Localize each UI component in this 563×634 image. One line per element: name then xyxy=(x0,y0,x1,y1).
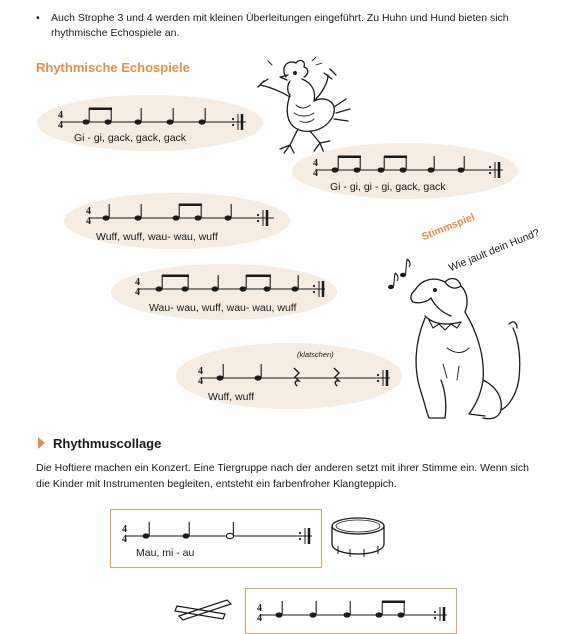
stimmspiel-title: Stimmspiel xyxy=(420,211,477,244)
drum-icon xyxy=(330,516,386,558)
rhythm-annotation-5: (klatschen) xyxy=(297,350,334,359)
rhythm-staff-3 xyxy=(86,204,286,228)
intro-paragraph xyxy=(36,11,536,41)
rhythm-lyrics-1: Gi - gi, gack, gack, gack xyxy=(74,132,187,144)
time-sig-bottom: 4 xyxy=(86,216,91,227)
time-sig-top: 4 xyxy=(257,603,262,614)
time-sig-bottom: 4 xyxy=(122,534,127,545)
intro-text: Auch Strophe 3 und 4 werden mit kleinen Überleitungen eingeführt. Zu Huhn und Hund bieten sich rhythmische Echospiele an. xyxy=(51,12,509,39)
claves-icon xyxy=(175,596,235,620)
rhythm-lyrics-4: Wau- wau, wuff, wau- wau, wuff xyxy=(149,302,297,314)
time-sig-top: 4 xyxy=(313,158,318,169)
stimmspiel-question: Wie jault dein Hund? xyxy=(447,226,542,275)
rhythm-staff-7 xyxy=(257,601,457,624)
time-sig-bottom: 4 xyxy=(313,168,318,179)
hen-illustration xyxy=(250,57,355,157)
rhythmuscollage-paragraph: Die Hoftiere machen ein Konzert. Eine Tiergruppe nach der anderen setzt mit ihrer Stimme ein. Wenn sich die Kinder mit Instrumenten begleiten, entsteht ein farbenfroher Klangteppich. xyxy=(36,462,529,490)
section2-title-text: Rhythmuscollage xyxy=(53,436,162,451)
rhythm-lyrics-3: Wuff, wuff, wau- wau, wuff xyxy=(96,231,218,243)
time-sig-bottom: 4 xyxy=(135,287,140,298)
section-title-echospiele: Rhythmische Echospiele xyxy=(36,60,190,75)
section-arrow-icon xyxy=(38,437,45,449)
time-sig-bottom: 4 xyxy=(198,376,203,387)
time-sig-top: 4 xyxy=(58,110,63,121)
rhythm-staff-6 xyxy=(122,522,322,546)
bullet: • xyxy=(36,12,40,24)
dog-illustration xyxy=(385,268,535,428)
time-sig-top: 4 xyxy=(198,366,203,377)
rhythm-lyrics-2: Gi - gi, gi - gi, gack, gack xyxy=(330,181,446,193)
rhythm-staff-2 xyxy=(313,156,513,180)
time-sig-top: 4 xyxy=(122,524,127,535)
section-title-rhythmuscollage xyxy=(38,436,161,451)
time-sig-top: 4 xyxy=(86,206,91,217)
rhythm-lyrics-5: Wuff, wuff xyxy=(208,391,255,403)
time-sig-bottom: 4 xyxy=(58,120,63,131)
rhythm-lyrics-6: Mau, mi - au xyxy=(136,547,195,559)
rhythm-staff-4 xyxy=(135,275,335,299)
time-sig-bottom: 4 xyxy=(257,613,262,624)
rhythm-staff-5 xyxy=(198,364,398,388)
time-sig-top: 4 xyxy=(135,277,140,288)
rhythm-staff-1 xyxy=(58,108,258,132)
